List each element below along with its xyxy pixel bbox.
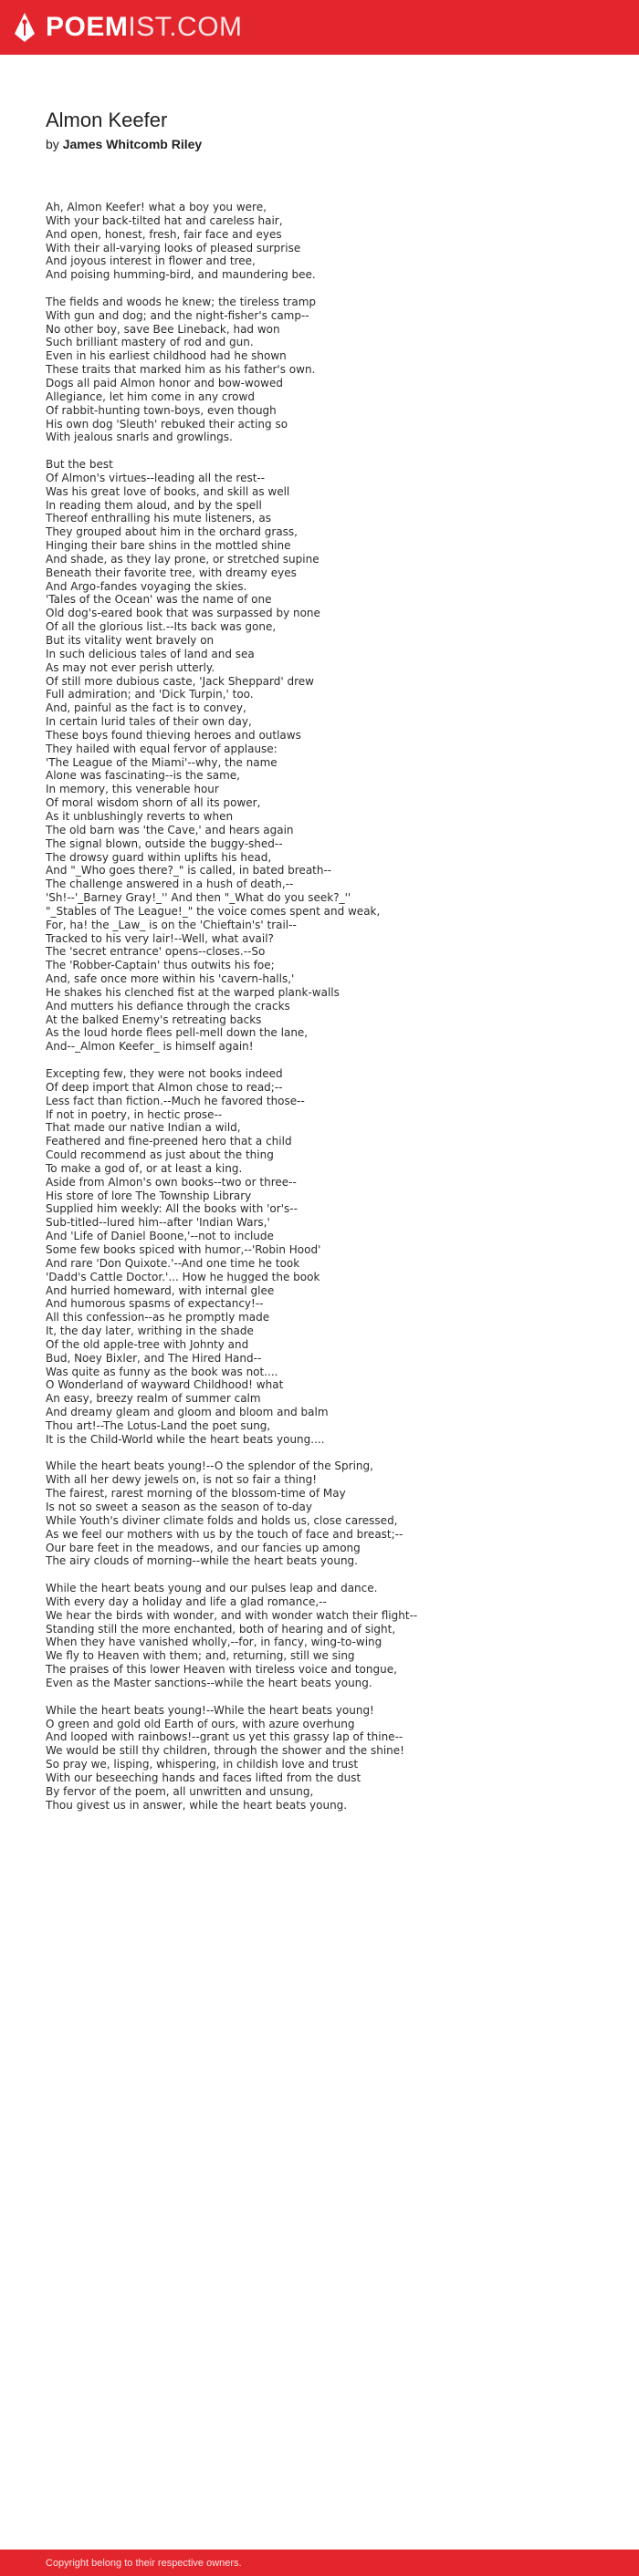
poem-line: Aside from Almon's own books--two or three-- <box>46 1175 297 1189</box>
poem-line: O Wonderland of wayward Childhood! what <box>46 1378 284 1392</box>
poem-line: With every day a holiday and life a glad romance,-- <box>46 1594 327 1608</box>
poem-line: With our beseeching hands and faces lifted from the dust <box>46 1771 361 1784</box>
stanza <box>46 1067 593 1447</box>
poem-line: But the best <box>46 458 113 472</box>
poem-line: Beneath their favorite tree, with dreamy eyes <box>46 566 297 579</box>
poem-line: And looped with rainbows!--grant us yet this grassy lap of thine-- <box>46 1730 403 1744</box>
poem-line: Hinging their bare shins in the mottled shine <box>46 539 291 553</box>
poem-line: And hurried homeward, with internal glee <box>46 1283 275 1297</box>
poem-line: Could recommend as just about the thing <box>46 1148 274 1162</box>
poem-line: That made our native Indian a wild, <box>46 1121 241 1135</box>
poem-line: Even in his earliest childhood had he shown <box>46 349 287 363</box>
poem-line: Even as the Master sanctions--while the heart beats young. <box>46 1676 372 1689</box>
poem-line: The challenge answered in a hush of death,-- <box>46 878 294 891</box>
poem-line: In memory, this venerable hour <box>46 783 219 796</box>
poem-line: Sub-titled--lured him--after 'Indian Wars,' <box>46 1216 270 1230</box>
poem-line: 'Sh!--'_Barney Gray!_'' And then "_What do you seek?_'' <box>46 891 351 905</box>
poem-line: And, painful as the fact is to convey, <box>46 701 246 715</box>
poem-line: He shakes his clenched fist at the warped plank-walls <box>46 985 340 999</box>
byline-label: by <box>46 137 59 151</box>
poem-line: And humorous spasms of expectancy!-- <box>46 1297 264 1311</box>
poem-line: And poising humming-bird, and maundering bee. <box>46 268 316 282</box>
poem-line: And 'Life of Daniel Boone,'--not to include <box>46 1230 274 1243</box>
poem-line: While Youth's diviner climate folds and holds us, close caressed, <box>46 1513 398 1527</box>
poem-line: Our bare feet in the meadows, and our fancies up among <box>46 1541 361 1554</box>
poem-line: 'The League of the Miami'--why, the name <box>46 755 278 769</box>
site-footer <box>0 2550 639 2576</box>
author-link[interactable]: James Whitcomb Riley <box>62 137 203 151</box>
logo-text-bold: POEM <box>46 12 129 42</box>
poem-line: Thou art!--The Lotus-Land the poet sung, <box>46 1418 271 1432</box>
poem-line: By fervor of the poem, all unwritten and unsung, <box>46 1784 314 1798</box>
poem-line: The airy clouds of morning--while the heart beats young. <box>46 1554 358 1568</box>
poem-line: Is not so sweet a season as the season of to-day <box>46 1501 312 1513</box>
poem-line: So pray we, lisping, whispering, in childish love and trust <box>46 1758 359 1771</box>
poem-line: Of Almon's virtues--leading all the rest-- <box>46 471 266 484</box>
poem-line: In such delicious tales of land and sea <box>46 647 255 660</box>
poem-line: With all her dewy jewels on, is not so fair a thing! <box>46 1473 318 1487</box>
poem-line: As we feel our mothers with us by the touch of face and breast;-- <box>46 1527 403 1541</box>
stanza <box>46 1459 593 1568</box>
poem-line: And rare 'Don Quixote.'--And one time he took <box>46 1256 300 1270</box>
poem-line: Of all the glorious list.--Its back was gone, <box>46 620 277 634</box>
site-logo[interactable] <box>13 12 243 43</box>
poem-line: His store of lore The Township Library <box>46 1189 252 1202</box>
poem-line: And--_Almon Keefer_ is himself again! <box>46 1040 254 1054</box>
poem-line: The fairest, rarest morning of the blossom-time of May <box>46 1487 346 1501</box>
stanza <box>46 1582 593 1690</box>
poem-line: No other boy, save Bee Lineback, had won <box>46 322 280 336</box>
poem-line: And shade, as they lay prone, or stretched supine <box>46 552 320 566</box>
poem-line: Standing still the more enchanted, both of hearing and of sight, <box>46 1622 396 1636</box>
poem-line: In reading them aloud, and by the spell <box>46 498 262 512</box>
poem-line: Less fact than fiction.--Much he favored those-- <box>46 1094 305 1107</box>
poem-line: It is the Child-World while the heart beats young.... <box>46 1432 325 1446</box>
copyright-notice: Copyright belong to their respective owners. <box>46 2558 242 2569</box>
poem-title: Almon Keefer <box>46 109 168 131</box>
stanza <box>46 201 593 282</box>
poem-line: Allegiance, let him come in any crowd <box>46 390 255 403</box>
poem-line: The 'secret entrance' opens--closes.--So <box>46 945 266 959</box>
poem-line: In certain lurid tales of their own day, <box>46 715 252 729</box>
poem-line: At the balked Enemy's retreating backs <box>46 1013 262 1026</box>
poem-line: Dogs all paid Almon honor and bow-wowed <box>46 376 283 390</box>
poem-line: Thou givest us in answer, while the heart beats young. <box>46 1798 348 1812</box>
poem-line: The drowsy guard within uplifts his head, <box>46 850 272 864</box>
poem-line: The 'Robber-Captain' thus outwits his foe; <box>46 959 275 972</box>
poem-line: The signal blown, outside the buggy-shed-- <box>46 836 283 850</box>
poem-line: His own dog 'Sleuth' rebuked their acting so <box>46 417 288 431</box>
poem-line: Of deep import that Almon chose to read;-- <box>46 1080 283 1094</box>
poem-line: And, safe once more within his 'cavern-halls,' <box>46 972 295 986</box>
poem-line: Of the old apple-tree with Johnty and <box>46 1337 249 1351</box>
poem-line: Bud, Noey Bixler, and The Hired Hand-- <box>46 1351 262 1365</box>
stanza <box>46 1704 593 1813</box>
poem-line: As the loud horde flees pell-mell down the lane, <box>46 1026 309 1040</box>
poem-line: Thereof enthralling his mute listeners, as <box>46 512 271 525</box>
logo-text-light: IST.COM <box>128 12 243 42</box>
poem-line: All this confession--as he promptly made <box>46 1311 270 1324</box>
poem-line: With your back-tilted hat and careless hair, <box>46 213 283 227</box>
pen-nib-icon <box>13 12 37 43</box>
poem-line: These boys found thieving heroes and outlaws <box>46 728 301 742</box>
poem-line: And Argo-fandes voyaging the skies. <box>46 579 247 593</box>
poem-line: Such brilliant mastery of rod and gun. <box>46 336 254 349</box>
poem-line: 'Dadd's Cattle Doctor.'... How he hugged the book <box>46 1270 320 1283</box>
poem-line: When they have vanished wholly,--for, in fancy, wing-to-wing <box>46 1636 382 1649</box>
poem-line: For, ha! the _Law_ is on the 'Chieftain's' trail-- <box>46 918 297 931</box>
poem-line: To make a god of, or at least a king. <box>46 1161 243 1175</box>
poem-line: Alone was fascinating--is the same, <box>46 769 240 783</box>
poem-line: As may not ever perish utterly. <box>46 660 215 674</box>
poem-line: And "_Who goes there?_" is called, in bated breath-- <box>46 864 332 878</box>
poem-line: With gun and dog; and the night-fisher's camp-- <box>46 308 309 322</box>
poem-line: While the heart beats young!--O the splendor of the Spring, <box>46 1459 373 1473</box>
poem-line: Was his great love of books, and skill as well <box>46 484 290 498</box>
poem-line: 'Tales of the Ocean' was the name of one <box>46 593 272 607</box>
poem-line: As it unblushingly reverts to when <box>46 809 234 823</box>
poem-line: Feathered and fine-preened hero that a child <box>46 1135 292 1148</box>
poem-line: Full admiration; and 'Dick Turpin,' too. <box>46 688 254 701</box>
poem-line: If not in poetry, in hectic prose-- <box>46 1107 223 1121</box>
poem-line: We would be still thy children, through the shower and the shine! <box>46 1744 404 1758</box>
poem-line: And open, honest, fresh, fair face and eyes <box>46 227 282 241</box>
poem-line: Excepting few, they were not books indeed <box>46 1067 283 1080</box>
poem-line: O green and gold old Earth of ours, with azure overhung <box>46 1717 355 1730</box>
poem-line: They hailed with equal fervor of applause: <box>46 742 278 755</box>
poem-line: "_Stables of The League!_" the voice comes spent and weak, <box>46 904 381 918</box>
site-logo-text <box>46 12 243 43</box>
poem-line: Was quite as funny as the book was not.... <box>46 1365 278 1378</box>
poem-line: But its vitality went bravely on <box>46 634 215 647</box>
poem-line: Old dog's-eared book that was surpassed by none <box>46 607 320 620</box>
poem-line: An easy, breezy realm of summer calm <box>46 1392 261 1406</box>
poem-line: And joyous interest in flower and tree, <box>46 254 256 268</box>
poem-line: While the heart beats young!--While the heart beats young! <box>46 1703 374 1717</box>
poem-line: The praises of this lower Heaven with tireless voice and tongue, <box>46 1663 397 1677</box>
poem-line: The fields and woods he knew; the tireless tramp <box>46 295 317 308</box>
poem-line: With jealous snarls and growlings. <box>46 431 233 444</box>
stanza <box>46 296 593 444</box>
stanza <box>46 458 593 1054</box>
poem-line: With their all-varying looks of pleased surprise <box>46 241 301 254</box>
poem-line: Of moral wisdom shorn of all its power, <box>46 796 261 810</box>
poem-line: These traits that marked him as his father's own. <box>46 363 316 377</box>
poem-line: And mutters his defiance through the cracks <box>46 999 290 1013</box>
poem-line: Of rabbit-hunting town-boys, even though <box>46 403 277 417</box>
poem-line: We hear the birds with wonder, and with wonder watch their flight-- <box>46 1608 418 1622</box>
poem-body <box>46 201 593 1825</box>
poem-line: Ah, Almon Keefer! what a boy you were, <box>46 201 267 213</box>
poem-byline <box>46 135 593 153</box>
poem-line: It, the day later, writhing in the shade <box>46 1324 254 1338</box>
poem-line: Some few books spiced with humor,--'Robin Hood' <box>46 1242 321 1256</box>
poem-line: We fly to Heaven with them; and, returning, still we sing <box>46 1649 355 1663</box>
poem-heading <box>46 108 593 153</box>
poem-line: While the heart beats young and our pulses leap and dance. <box>46 1582 378 1595</box>
poem-line: The old barn was 'the Cave,' and hears again <box>46 823 294 836</box>
poem-line: Supplied him weekly: All the books with 'or's-- <box>46 1202 298 1216</box>
poem-line: They grouped about him in the orchard grass, <box>46 525 298 539</box>
site-header <box>0 0 639 55</box>
poem-line: Of still more dubious caste, 'Jack Sheppard' drew <box>46 674 314 688</box>
poem-line: Tracked to his very lair!--Well, what avail? <box>46 931 274 945</box>
poem-line: And dreamy gleam and gloom and bloom and balm <box>46 1406 329 1419</box>
